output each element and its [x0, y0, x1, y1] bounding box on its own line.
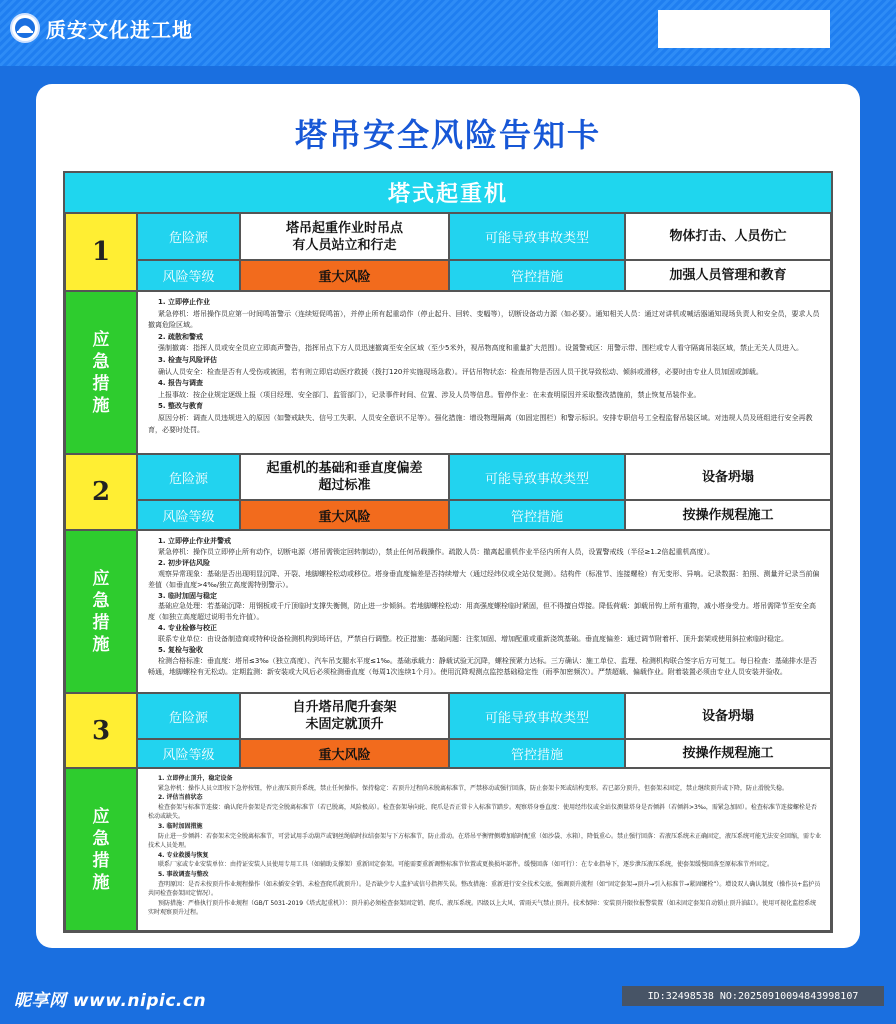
hazard-line: 超过标准: [318, 478, 371, 493]
risk-level-label: 风险等级: [137, 739, 240, 768]
brand-title: 质安文化进工地: [46, 17, 193, 42]
risk-level-value: 重大风险: [240, 739, 449, 768]
emergency-char: 急: [92, 351, 110, 372]
control-value: 按操作规程施工: [625, 500, 831, 530]
measure-heading: 1. 立即停止作业: [158, 298, 210, 306]
hazard-value: [240, 454, 449, 500]
measure-heading: 5. 整改与教育: [158, 402, 203, 411]
measure-heading: 3. 检查与风险评估: [158, 355, 217, 364]
control-value: 加强人员管理和教育: [625, 260, 831, 291]
control-label: 管控措施: [449, 260, 625, 291]
accident-type-value: 设备坍塌: [625, 454, 831, 500]
hazard-line: 有人员站立和行走: [292, 237, 397, 253]
image-id-label: ID:32498538 NO:20250910094843998107: [622, 986, 884, 1006]
measure-heading: 4. 报告与调查: [158, 379, 203, 388]
emergency-char: 措: [92, 850, 110, 871]
measure-text: 联系专业单位：由设备制造商或特种设备检测机构到场评估，严禁自行调整。校正措施：基础问题：注浆加固、增加配重或重新浇筑基础。垂直度偏差：通过调节附着杆、顶升套架或使用斜拉索临时稳定。: [158, 635, 788, 644]
measure-heading: 3. 临时加固与稳定: [158, 591, 217, 600]
accident-type-label: 可能导致事故类型: [449, 693, 625, 739]
hazard-value: [240, 213, 449, 260]
emergency-char: 施: [92, 872, 110, 893]
risk-level-value: 重大风险: [240, 500, 449, 530]
emergency-char: 急: [92, 590, 110, 611]
measure-heading: 4. 专业救援与恢复: [158, 851, 209, 859]
measure-text: 预防措施：严格执行顶升作业规程（GB/T 5031-2019《塔式起重机》）：顶升前必须检查套架固定销、爬爪、液压系统。四级以上大风、雷雨天气禁止顶升。技术保障：安装顶升限位报警装置（如未固定套架自动锁止顶升油缸）。使用可视化监控系统实时观察顶升过程。: [148, 899, 817, 917]
measure-text: 紧急停机：操作员立即停止所有动作，切断电源（塔吊需锁定回转制动），禁止任何吊载操作。疏散人员：撤离起重机作业半径内所有人员，设置警戒线（半径≥1.2倍起重机高度）。: [158, 547, 714, 556]
measure-text: 紧急停机：塔吊操作员应第一时间鸣笛警示（连续短促鸣笛），并停止所有起重动作（停止起升、回转、变幅等），切断设备动力源（如必要）。通知相关人员：通过对讲机或喊话器通知现场负责人和安全员，要求人员撤离危险区域。: [148, 309, 820, 330]
measure-text: 强制撤离：指挥人员或安全员应立即高声警告，指挥吊点下方人员迅速撤离至安全区域（至少5米外，视吊物高度和重量扩大范围）。设置警戒区：用警示带、围栏或专人看守隔离吊装区域，禁止无关人员进入。: [158, 344, 803, 353]
construction-helmet-logo-icon: [10, 13, 40, 43]
emergency-measures: [137, 530, 831, 693]
brand-header: [10, 10, 193, 46]
measure-text: 确认人员安全：检查是否有人受伤或被困，若有则立即启动医疗救援（拨打120并实施现场急救）。评估吊物状态：检查吊物是否因人员干扰导致松动、倾斜或滑移，必要时由专业人员加固或卸载。: [158, 367, 763, 376]
measure-heading: 1. 立即停止顶升，稳定设备: [158, 775, 233, 782]
measure-heading: 5. 事故调查与整改: [158, 870, 209, 878]
risk-level-value: 重大风险: [240, 260, 449, 291]
control-value: 按操作规程施工: [625, 739, 831, 768]
accident-type-label: 可能导致事故类型: [449, 454, 625, 500]
page-title: 塔吊安全风险告知卡: [294, 116, 601, 154]
hazard-line: 塔吊起重作业时吊点: [285, 220, 403, 236]
site-watermark-logo: 昵享网 www.nipic.cn: [14, 991, 207, 1011]
accident-type-label: 可能导致事故类型: [449, 213, 625, 260]
measure-heading: 2. 疏散和警戒: [158, 332, 203, 341]
measure-text: 检查套架与标准节连接：确认爬升套架是否完全脱离标准节（若已脱离，风险极高）。检查套架导向轮、爬爪是否正常卡入标准节踏步。观察塔身垂直度：使用经纬仪或全站仪测量塔身是否倾斜（若倾斜>3‰，需紧急加固）。检查标准节连接螺栓是否松动或缺失。: [148, 803, 817, 821]
risk-level-label: 风险等级: [137, 260, 240, 291]
accident-type-value: 物体打击、人员伤亡: [625, 213, 831, 260]
measure-heading: 1. 立即停止作业并警戒: [158, 537, 231, 545]
hazard-line: 自升塔吊爬升套架: [292, 700, 397, 715]
measure-text: 检测合格标准：垂直度：塔吊≤3‰（独立高度）、汽车吊支腿水平度≤1‰。基础承载力：静载试验无沉降，螺栓预紧力达标。三方确认：施工单位、监理、检测机构联合签字后方可复工。每日检查：基础排水是否畅通，地脚螺栓有无松动。定期监测：新安装或大风后必须检测垂直度（每周1次连续1个月）。使用沉降观测点监控基础稳定性（雨季加密频次）。严禁超载、偏载作业。附着装置必须由专业人员安装并验收。: [148, 656, 817, 676]
measure-heading: 4. 专业检修与校正: [158, 624, 217, 633]
emergency-char: 应: [92, 329, 110, 350]
control-label: 管控措施: [449, 739, 625, 768]
control-label: 管控措施: [449, 500, 625, 530]
hazard-label: 危险源: [137, 454, 240, 500]
hazard-line: 起重机的基础和垂直度偏差: [266, 461, 423, 476]
emergency-char: 急: [92, 828, 110, 849]
hazard-line: 未固定就顶升: [305, 717, 384, 732]
measure-heading: 5. 复检与验收: [158, 646, 203, 655]
measure-heading: 2. 初步评估风险: [158, 558, 210, 567]
emergency-char: 措: [92, 373, 110, 394]
measure-text: 观察异常现象：基础是否出现明显沉降、开裂、地脚螺栓松动或移位。塔身垂直度偏差是否持续增大（通过经纬仪或全站仪复测）。结构件（标准节、连接螺栓）有无变形、异响。记录数据：拍照、测量并记录当前偏差值（如垂直度>4‰/独立高度需特别警示）。: [148, 569, 820, 589]
emergency-char: 施: [92, 634, 110, 655]
blank-sign-box: [658, 10, 830, 48]
measure-text: 查明原因：是否未按顶升作业规程操作（如未插安全销、未检查爬爪就顶升）。是否缺少专人监护或信号指挥失误。整改措施：重新进行安全技术交底，强调顶升流程（如“固定套架→顶升→引入标准节→紧固螺栓”）。增设双人确认制度（操作员+监护员共同检查套架固定情况）。: [148, 880, 821, 898]
measure-text: 防止进一步倾斜：若套架未完全脱离标准节，可尝试用手动葫芦或钢丝绳临时拉结套架与下方标准节，防止滑动。在塔吊平衡臂侧增加临时配重（如沙袋、水箱），降低重心。禁止强行回落：若液压系统未正确固定，液压系统可能无法安全回缩，需专业技术人员处理。: [148, 832, 822, 850]
emergency-label: [65, 530, 137, 693]
section-title: 塔式起重机: [65, 173, 831, 213]
risk-number: 1: [65, 213, 137, 291]
emergency-measures: [137, 768, 831, 931]
hazard-label: 危险源: [137, 213, 240, 260]
risk-number: 3: [65, 693, 137, 768]
emergency-char: 应: [92, 806, 110, 827]
risk-level-label: 风险等级: [137, 500, 240, 530]
hazard-value: [240, 693, 449, 739]
measure-heading: 2. 评估当前状态: [158, 794, 203, 802]
emergency-char: 应: [92, 568, 110, 589]
measure-text: 原因分析：调查人员违规进入的原因（如警戒缺失、信号工失职、人员安全意识不足等）。强化措施：增设物理隔离（如固定围栏）和警示标识。安排专职信号工全程监督吊装区域。对违规人员及班组进行安全再教育，必要时处罚。: [148, 413, 813, 434]
emergency-label: [65, 291, 137, 454]
measure-text: 上报事故：按企业规定逐级上报（项目经理、安全部门、监管部门），记录事件时间、位置、涉及人员等信息。暂停作业：在未查明原因并采取整改措施前，禁止恢复吊装作业。: [158, 390, 701, 399]
emergency-char: 施: [92, 395, 110, 416]
measure-text: 紧急停机：操作人员立即按下急停按钮，停止液压顶升系统，禁止任何操作。保持稳定：若顶升过程尚未脱离标准节，严禁移动或强行回落，防止套架卡死或结构变形。若已部分顶升，但套架未固定，禁止继续顶升或下降，防止滑脱失稳。: [158, 784, 789, 792]
emergency-char: 措: [92, 612, 110, 633]
measure-text: 联系厂家或专业安装单位：由持证安装人员使用专用工具（如辅助支撑架）重新固定套架。可能需要重新调整标准节位置或更换损坏部件。缓慢回落（如可行）：在专业指导下，逐步泄压液压系统，使套架缓慢回落至原标准节并固定。: [158, 861, 774, 869]
emergency-label: [65, 768, 137, 931]
measure-heading: 3. 临时加固措施: [158, 822, 203, 830]
measure-text: 基础应急处理：若基础沉降：用钢板或千斤顶临时支撑失衡侧，防止进一步倾斜。若地脚螺栓松动：用高强度螺栓临时紧固，但不得擅自焊接。降低荷载：卸载吊钩上所有重物，减小塔身受力。塔吊需降节至安全高度（如独立高度超过说明书允许值）。: [148, 602, 816, 622]
accident-type-value: 设备坍塌: [625, 693, 831, 739]
risk-number: 2: [65, 454, 137, 530]
emergency-measures: [137, 291, 831, 454]
hazard-label: 危险源: [137, 693, 240, 739]
